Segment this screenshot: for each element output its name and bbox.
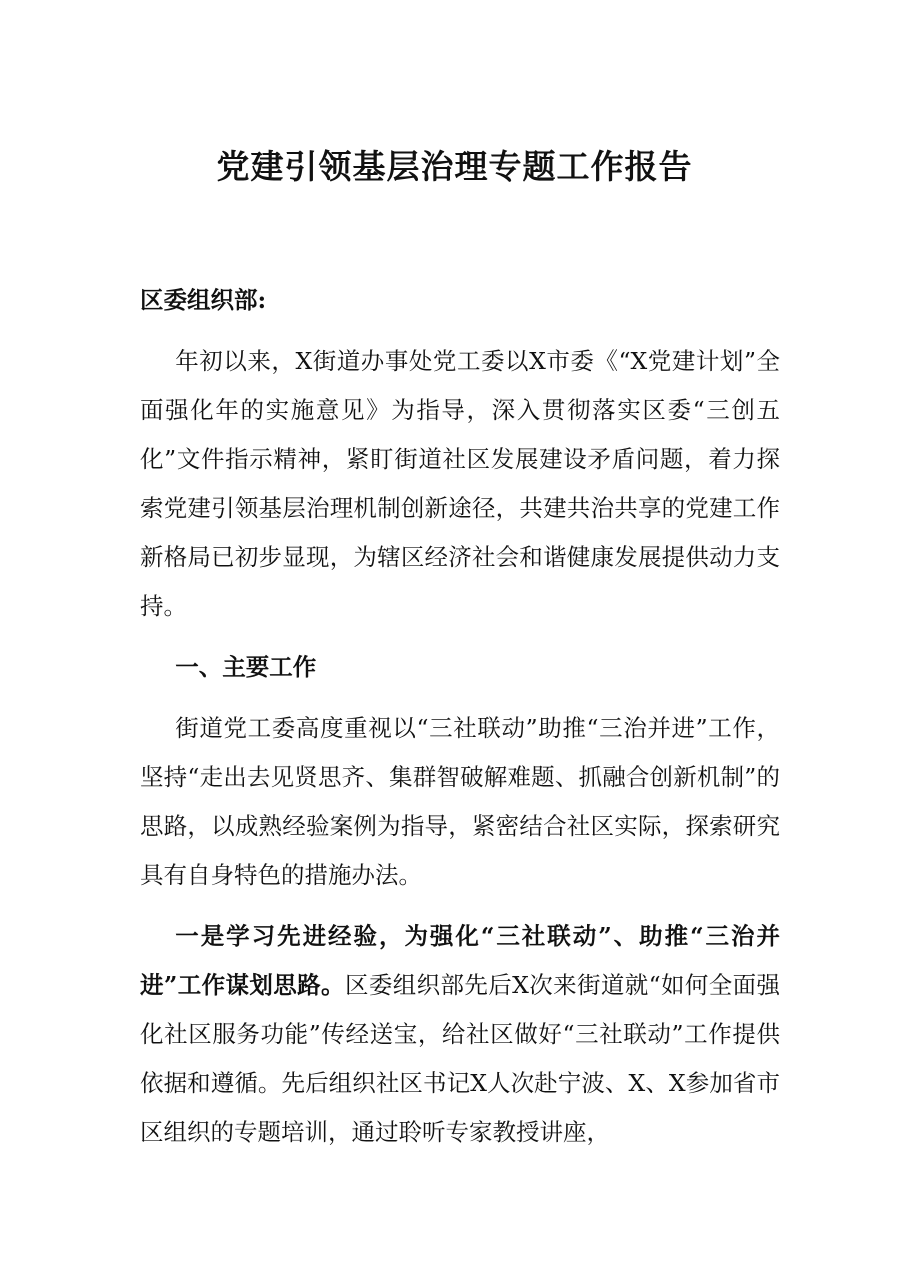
intro-paragraph: 年初以来，X街道办事处党工委以X市委《“X党建计划”全面强化年的实施意见》为指导，深入贯彻落实区委“三创五化”文件指示精神，紧盯街道社区发展建设矛盾问题，着力探索党建引领基层治理机制创新途径，共建共治共享的党建工作新格局已初步显现，为辖区经济社会和谐健康发展提供动力支持。 (140, 347, 780, 620)
point-paragraph (140, 912, 780, 1157)
point-body: 区委组织部先后X次来街道就“如何全面强化社区服务功能”传经送宝，给社区做好“三社联动”工作提供依据和遵循。先后组织社区书记X人次赴宁波、X、X参加省市区组织的专题培训，通过聆听专家教授讲座， (140, 971, 780, 1146)
document-title: 党建引领基层治理专题工作报告 (216, 147, 693, 186)
section-paragraph: 街道党工委高度重视以“三社联动”助推“三治并进”工作，坚持“走出去见贤思齐、集群智破解难题、抓融合创新机制”的思路，以成熟经验案例为指导，紧密结合社区实际，探索研究具有自身特色的措施办法。 (140, 714, 780, 889)
salutation: 区委组织部: (140, 286, 267, 314)
point-lead: 一是学习先进经验，为强化“三社联动”、助推“三治并进”工作谋划思路。 (140, 922, 780, 999)
section-heading: 一、主要工作 (175, 653, 317, 681)
document-body (140, 276, 780, 1169)
